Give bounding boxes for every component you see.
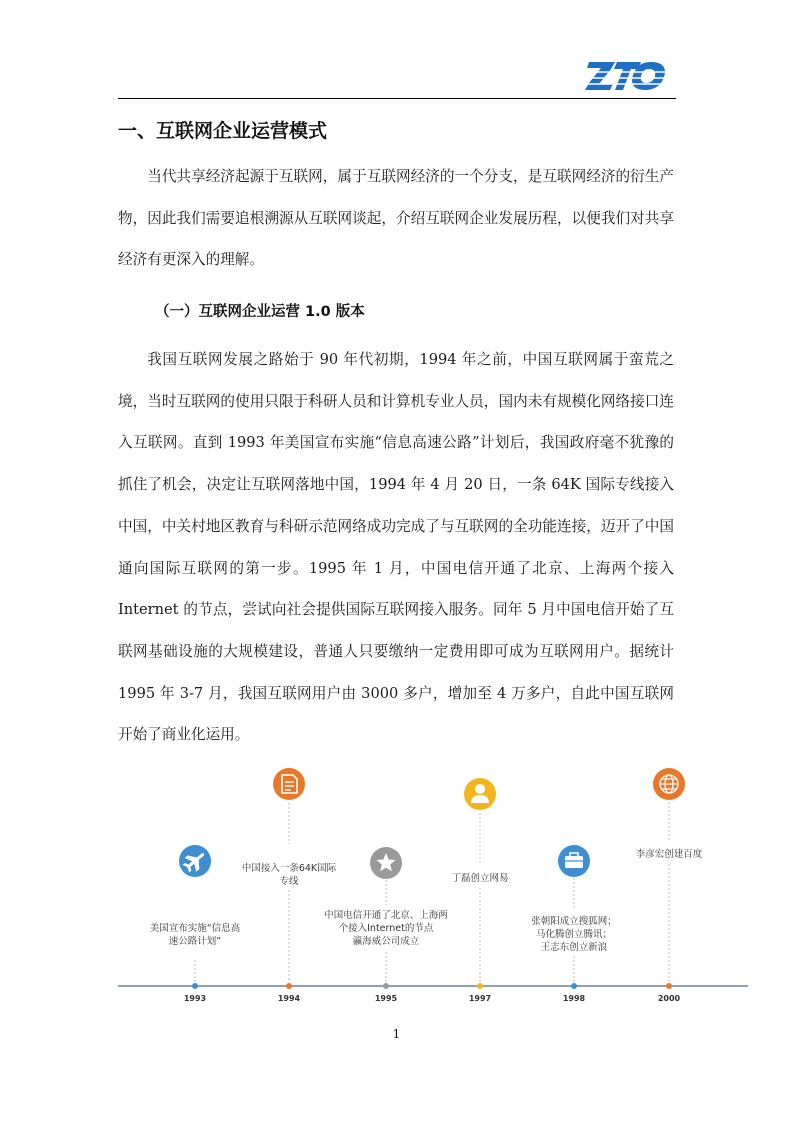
- timeline-infographic: [118, 760, 748, 1010]
- year-1998: 1998: [562, 994, 586, 1003]
- year-1994: 1994: [277, 994, 301, 1003]
- event-label-1994: 中国接入一条64K国际 专线: [241, 863, 337, 887]
- subsection-title: （一）互联网企业运营 1.0 版本: [155, 304, 365, 320]
- timeline-dot: [666, 983, 672, 989]
- timeline-dot: [383, 983, 389, 989]
- section-title: 一、互联网企业运营模式: [118, 120, 328, 142]
- timeline-dot: [477, 983, 483, 989]
- event-circle: [273, 768, 305, 800]
- body-paragraph: 我国互联网发展之路始于 90 年代初期，1994 年之前，中国互联网属于蛮荒之境，当时互联网的使用只限于科研人员和计算机专业人员，国内未有规模化网络接口连入互联网。直到 1993 年美国宣布实施“信息高速公路”计划后，我国政府毫不犹豫的抓住了机会，决定让互联网落地中国，1994 年 4 月 20 日，一条 64K 国际专线接入中国，中关村地区教育与科研示范网络成功完成了与互联网的全功能连接，迈开了中国通向国际互联网的第一步。1995 年 1 月，中国电信开通了北京、上海两个接入 Internet 的节点，尝试向社会提供国际互联网接入服务。同年 5 月中国电信开始了互联网基础设施的大规模建设，普通人只要缴纳一定费用即可成为互联网用户。据统计 1995 年 3-7 月，我国互联网用户由 3000 多户，增加至 4 万多户，自此中国互联网开始了商业化运用。: [118, 351, 674, 744]
- event-label-1997: 丁磊创立网易: [451, 873, 509, 884]
- zto-logo: [585, 58, 667, 94]
- event-label-1998: 张朝阳成立搜狐网； 马化腾创立腾讯； 王志东创立新浪: [531, 916, 617, 953]
- year-1993: 1993: [183, 994, 207, 1003]
- year-1997: 1997: [468, 994, 492, 1003]
- intro-paragraph: 当代共享经济起源于互联网，属于互联网经济的一个分支，是互联网经济的衍生产物，因此我们需要追根溯源从互联网谈起，介绍互联网企业发展历程，以便我们对共享经济有更深入的理解。: [118, 168, 674, 269]
- timeline-dot: [571, 983, 577, 989]
- year-2000: 2000: [657, 994, 681, 1003]
- header-rule: [118, 98, 676, 99]
- timeline-graphics: [118, 760, 748, 1010]
- event-label-1993: 美国宣布实施“信息高 速公路计划”: [149, 923, 241, 947]
- year-1995: 1995: [374, 994, 398, 1003]
- page-number: 1: [392, 1027, 401, 1041]
- event-label-1995: 中国电信开通了北京、上海两 个接入Internet的节点 瀛海威公司成立: [324, 910, 448, 947]
- timeline-dot: [192, 983, 198, 989]
- timeline-dot: [286, 983, 292, 989]
- event-label-2000: 李彦宏创建百度: [635, 849, 703, 860]
